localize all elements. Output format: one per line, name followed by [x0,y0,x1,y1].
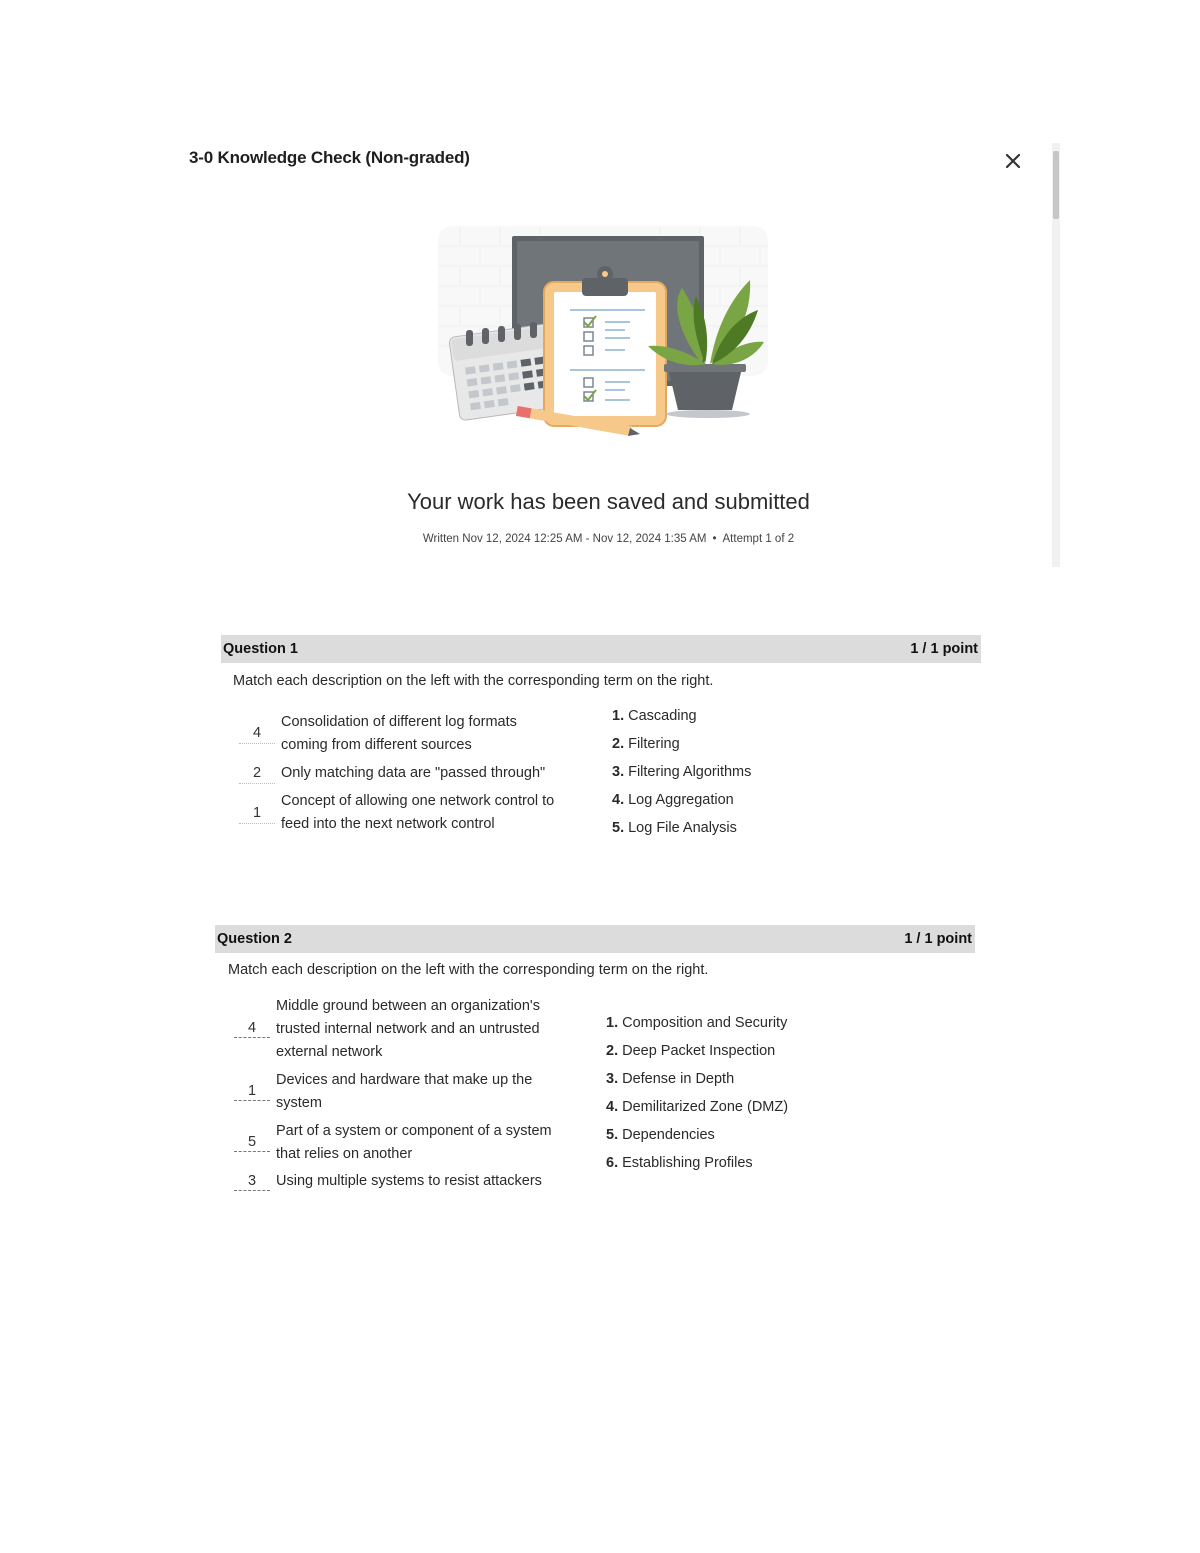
description-line: external network [276,1044,383,1060]
description-line: Devices and hardware that make up the [276,1072,533,1088]
match-term [612,792,734,808]
term-text: Log Aggregation [628,792,734,808]
match-description [276,1069,532,1115]
term-text: Establishing Profiles [622,1155,753,1171]
description-line: system [276,1095,322,1111]
match-term [612,708,697,724]
description-line: that relies on another [276,1146,413,1162]
question-points: 1 / 1 point [904,931,972,947]
saved-heading: Your work has been saved and submitted [407,489,810,514]
term-number: 1. [606,1015,619,1031]
term-number: 1. [612,708,625,724]
term-text: Defense in Depth [622,1071,735,1087]
match-term [606,1099,788,1115]
submission-illustration [420,218,795,448]
term-text: Log File Analysis [628,820,737,836]
question-label: Question 1 [223,641,298,657]
description-line: coming from different sources [281,737,472,753]
question-label: Question 2 [217,931,292,947]
question-points: 1 / 1 point [910,641,978,657]
match-answer: 3 [234,1173,270,1191]
match-description [276,1120,552,1166]
match-answer: 4 [239,725,275,744]
term-text: Dependencies [622,1127,715,1143]
scrollbar-thumb[interactable] [1053,151,1059,219]
attempt-count: Attempt 1 of 2 [722,533,795,545]
term-text: Filtering Algorithms [628,764,752,780]
close-button[interactable] [1000,148,1026,174]
term-number: 4. [606,1099,619,1115]
term-text: Filtering [628,736,680,752]
match-term [606,1043,775,1059]
match-answer: 5 [234,1134,270,1152]
description-line: Concept of allowing one network control to [281,793,555,809]
question-prompt: Match each description on the left with the corresponding term on the right. [228,962,709,978]
submission-meta [0,533,1200,545]
term-number: 2. [612,736,625,752]
description-line: trusted internal network and an untrusted [276,1021,540,1037]
match-answer: 4 [234,1020,270,1038]
match-term [612,820,737,836]
match-answer: 2 [239,765,275,784]
written-timestamps: Written Nov 12, 2024 12:25 AM - Nov 12, 2024 1:35 AM [422,533,707,545]
match-term [606,1015,787,1031]
term-text: Demilitarized Zone (DMZ) [622,1099,789,1115]
match-term [612,736,680,752]
question-prompt: Match each description on the left with the corresponding term on the right. [233,673,714,689]
clipboard-icon [544,266,666,426]
match-description [281,790,554,836]
term-number: 5. [612,820,625,836]
term-number: 5. [606,1127,619,1143]
match-term [606,1155,753,1171]
question-header [221,635,981,663]
term-text: Composition and Security [622,1015,788,1031]
match-term [606,1127,715,1143]
description-line: Using multiple systems to resist attackers [276,1173,542,1189]
dialog-title: 3-0 Knowledge Check (Non-graded) [189,148,470,167]
term-number: 3. [612,764,625,780]
term-number: 2. [606,1043,619,1059]
match-answer: 1 [234,1083,270,1101]
description-line: Part of a system or component of a system [276,1123,552,1139]
close-icon [1005,153,1021,169]
term-number: 3. [606,1071,619,1087]
match-term [612,764,751,780]
meta-separator: • [712,533,717,545]
match-description [276,1170,542,1193]
description-line: Consolidation of different log formats [281,714,517,730]
description-line: Only matching data are "passed through" [281,765,546,781]
match-term [606,1071,734,1087]
term-text: Cascading [628,708,697,724]
match-description [281,711,517,757]
description-line: Middle ground between an organization's [276,998,540,1014]
match-description [276,995,540,1064]
match-description [281,762,545,785]
term-number: 6. [606,1155,619,1171]
term-number: 4. [612,792,625,808]
description-line: feed into the next network control [281,816,495,832]
match-answer: 1 [239,805,275,824]
term-text: Deep Packet Inspection [622,1043,776,1059]
question-header [215,925,975,953]
